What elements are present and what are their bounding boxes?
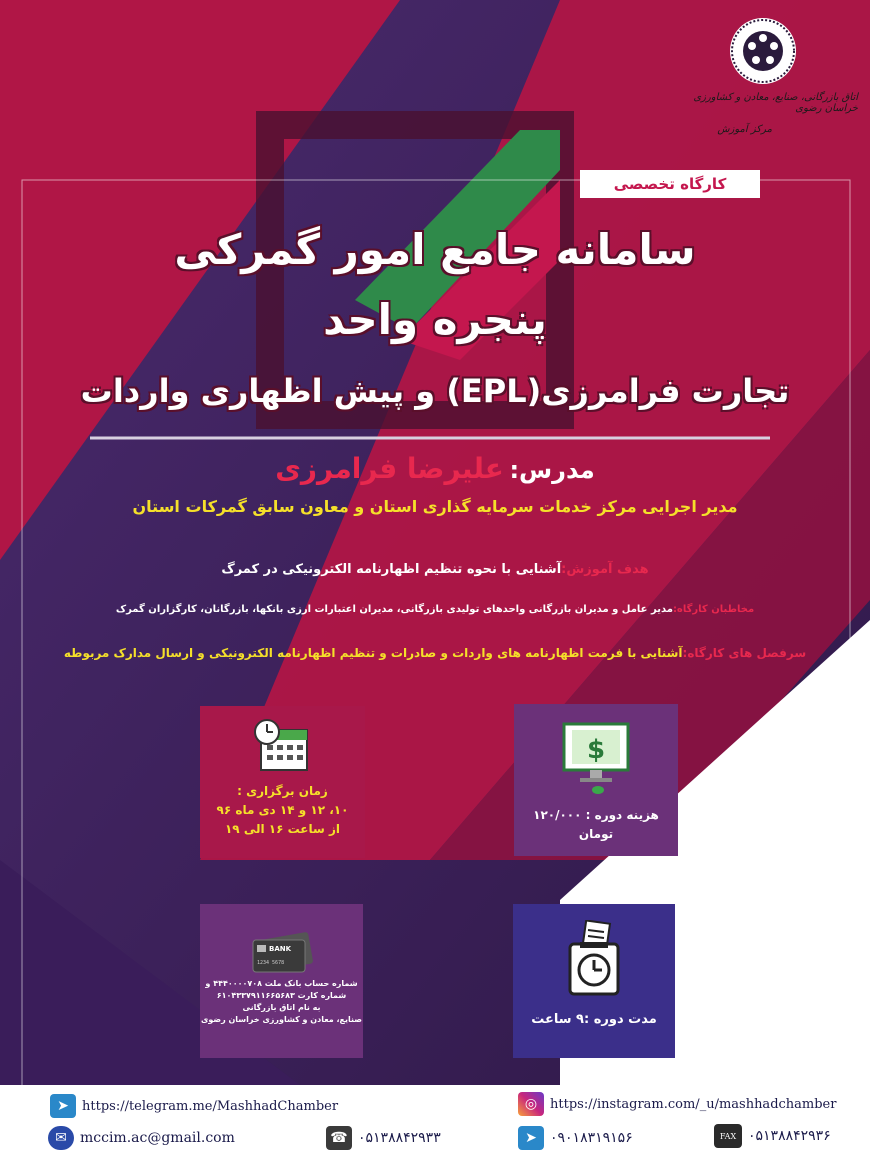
org-name: اتاق بازرگانی، صنایع، معادن و کشاورزی خراسان رضوی (693, 92, 858, 114)
card-number: 1234 5678 (256, 960, 284, 966)
instructor-role: مدیر اجرایی مرکز خدمات سرمایه گذاری استان و معاون سابق گمرکات استان (132, 497, 738, 516)
bank-card-icon (251, 932, 313, 976)
bank-owner-1: به نام اتاق بازرگانی (242, 1003, 321, 1012)
phone-icon: ☎ (326, 1126, 352, 1150)
money-computer-icon (558, 718, 634, 798)
workshop-badge: کارگاه تخصصی (580, 170, 760, 198)
instructor-name: علیرضا فرامرزی (275, 452, 504, 485)
mobile-number[interactable]: ۰۹۰۱۸۳۱۹۱۵۶ (550, 1130, 633, 1146)
schedule-box (200, 706, 365, 858)
topics-line (0, 646, 870, 660)
bank-box (200, 904, 363, 1058)
telegram-channel-link[interactable]: https://telegram.me/MashhadChamber (82, 1098, 339, 1114)
audience-label: مخاطبان کارگاه: (672, 604, 755, 615)
title-line-3: تجارت فرامرزی(EPL) و پیش اظهاری واردات (80, 372, 790, 410)
schedule-label: زمان برگزاری : (237, 784, 328, 798)
phone-contact[interactable] (326, 1126, 441, 1150)
duration-box (513, 904, 675, 1058)
bank-account: شماره حساب بانک ملت ۴۴۴۰۰۰۰۷۰۸ و (205, 979, 358, 988)
fax-contact[interactable] (714, 1124, 831, 1148)
audience-text: مدیر عامل و مدیران بازرگانی واحدهای تولیدی بازرگانی، مدیران اعتبارات ارزی بانکها، بازرگانان، کارگزاران گمرک (115, 604, 673, 615)
duration-text: مدت دوره :۹ ساعت (531, 1012, 657, 1027)
instructor-label: مدرس: (509, 456, 595, 484)
instagram-icon: ◎ (518, 1092, 544, 1116)
svg-text:$: $ (586, 735, 606, 765)
email-contact[interactable] (48, 1126, 235, 1150)
calendar-clock-icon (253, 718, 313, 774)
fax-number[interactable]: ۰۵۱۳۸۸۴۲۹۳۶ (748, 1128, 831, 1144)
bank-card: شماره کارت ۶۱۰۴۳۳۷۹۱۱۶۶۵۶۸۳ (216, 991, 347, 1000)
goal-text: آشنایی با نحوه تنظیم اظهارنامه الکترونیکی در کمرگ (221, 562, 562, 577)
topics-label: سرفصل های کارگاه: (682, 646, 807, 660)
audience-line (0, 604, 870, 615)
topics-text: آشنایی با فرمت اظهارنامه های واردات و صادرات و تنظیم اظهارنامه الکترونیکی و ارسال مدارک مربوطه (63, 646, 683, 660)
instagram-contact[interactable] (518, 1092, 836, 1116)
cost-box (514, 704, 678, 856)
org-subunit: مرکز آموزش (717, 124, 772, 135)
schedule-hours: از ساعت ۱۶ الی ۱۹ (224, 822, 341, 836)
fax-icon: FAX (714, 1124, 742, 1148)
schedule-dates: ۱۰، ۱۲ و ۱۴ دی ماه ۹۶ (216, 803, 349, 817)
instructor-line (0, 452, 870, 485)
cost-text: هزینه دوره : ۱۲۰/۰۰۰ تومان (533, 808, 659, 841)
telegram-mobile-icon: ➤ (518, 1126, 544, 1150)
telegram-icon: ➤ (50, 1094, 76, 1118)
phone-number[interactable]: ۰۵۱۳۸۸۴۲۹۳۳ (358, 1130, 441, 1146)
telegram-channel-contact[interactable] (50, 1094, 338, 1118)
goal-line (0, 562, 870, 577)
goal-label: هدف آموزش: (561, 562, 649, 577)
title-line-2: پنجره واحد (323, 295, 547, 344)
card-brand: BANK (268, 945, 291, 953)
email-icon: ✉ (48, 1126, 74, 1150)
title-line-1: سامانه جامع امور گمرکی (174, 225, 696, 274)
chamber-logo (728, 16, 798, 86)
clock-form-icon (566, 920, 622, 998)
mobile-contact[interactable] (518, 1126, 633, 1150)
bank-owner-2: صنایع، معادن و کشاورزی خراسان رضوی (201, 1015, 362, 1024)
instagram-link[interactable]: https://instagram.com/_u/mashhadchamber (550, 1096, 837, 1112)
email-link[interactable]: mccim.ac@gmail.com (80, 1130, 235, 1146)
